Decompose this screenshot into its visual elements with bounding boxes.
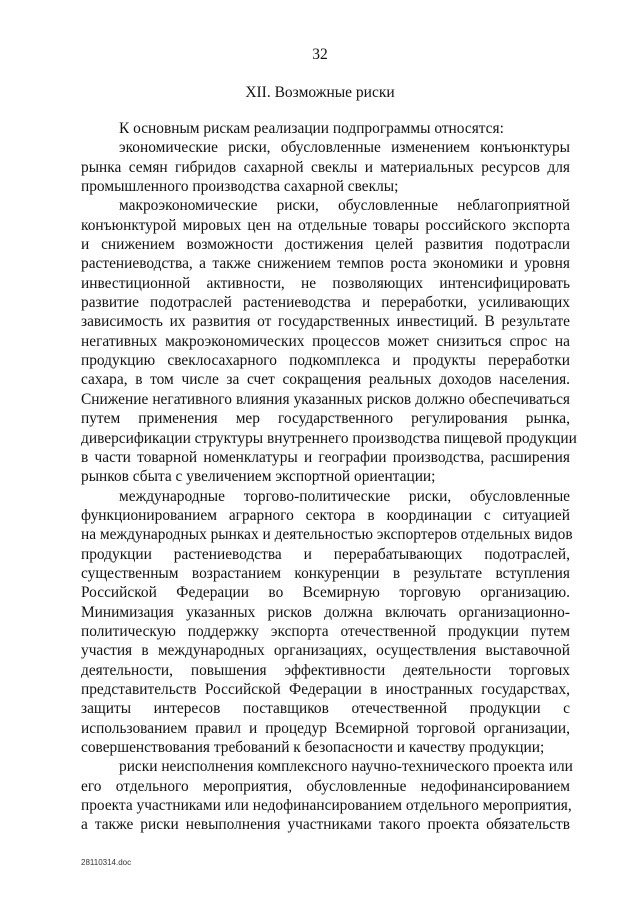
text-line: функционированием аграрного сектора в координации с ситуацией — [81, 506, 570, 524]
text-line: совершенствования требований к безопасности и качеству продукции; — [81, 739, 545, 756]
text-line: участия в международных организациях, осуществления выставочной — [81, 642, 570, 660]
text-line: конъюнктурой мировых цен на отдельные товары российского экспорта — [81, 216, 570, 234]
text-line: Снижение негативного влияния указанных рисков должно обеспечиваться — [81, 390, 570, 408]
text-line: а также риски невыполнения участниками такого проекта обязательств — [81, 816, 570, 834]
text-line: проекта участниками или недофинансированием отдельного мероприятия, — [81, 797, 572, 815]
text-line: рынка семян гибридов сахарной свеклы и материальных ресурсов для — [81, 158, 570, 176]
body-text — [81, 119, 577, 835]
text-line: его отдельного мероприятия, обусловленные недофинансированием — [81, 777, 570, 795]
text-line: на международных рынках и деятельностью экспортеров отдельных видов — [81, 526, 573, 544]
text-line: инвестиционной активности, не позволяющих интенсифицировать — [81, 274, 570, 292]
text-line: макроэкономические риски, обусловленные неблагоприятной — [119, 197, 570, 215]
text-line: деятельности, повышения эффективности деятельности торговых — [81, 661, 570, 679]
text-line: негативных макроэкономических процессов может снизиться спрос на — [81, 332, 570, 350]
text-line: зависимость их развития от государственных инвестиций. В результате — [81, 313, 570, 331]
text-line: существенным возрастанием конкуренции в результате вступления — [81, 564, 570, 582]
text-line: в части товарной номенклатуры и географии производства, расширения — [81, 448, 570, 466]
text-line: рынков сбыта с увеличением экспортной ориентации; — [81, 468, 436, 486]
text-line: международные торгово-политические риски, обусловленные — [119, 487, 570, 505]
text-line: и снижением возможности достижения целей развития подотрасли — [81, 236, 570, 254]
footer-file-name: 28110314.doc — [81, 858, 132, 867]
text-line: продукции растениеводства и перерабатывающих подотраслей, — [81, 545, 570, 563]
text-line: политическую поддержку экспорта отечественной продукции путем — [81, 622, 570, 640]
text-line: использованием правил и процедур Всемирной торговой организации, — [81, 719, 570, 737]
text-line: растениеводства, а также снижением темпов роста экономики и уровня — [81, 255, 570, 273]
text-line: сахара, в том числе за счет сокращения реальных доходов населения. — [81, 371, 570, 389]
page-number: 32 — [312, 46, 328, 63]
text-line: развитие подотраслей растениеводства и переработки, усиливающих — [81, 294, 570, 312]
text-line: К основным рискам реализации подпрограммы относятся: — [119, 120, 504, 137]
text-line: Минимизация указанных рисков должна включать организационно- — [81, 603, 570, 621]
text-line: экономические риски, обусловленные изменением конъюнктуры — [119, 139, 570, 157]
text-line: представительств Российской Федерации в иностранных государствах, — [81, 680, 570, 698]
text-line: Российской Федерации во Всемирную торговую организацию. — [81, 584, 570, 602]
text-line: путем применения мер государственного регулирования рынка, — [81, 410, 570, 428]
text-line: промышленного производства сахарной свеклы; — [81, 178, 399, 196]
text-line: риски неисполнения комплексного научно-технического проекта или — [119, 758, 573, 776]
text-line: защиты интересов поставщиков отечественной продукции с — [81, 700, 570, 718]
text-line: диверсификации структуры внутреннего производства пищевой продукции — [81, 429, 577, 447]
section-title: XII. Возможные риски — [245, 84, 395, 101]
text-line: продукцию свеклосахарного подкомплекса и продукты переработки — [81, 352, 570, 370]
